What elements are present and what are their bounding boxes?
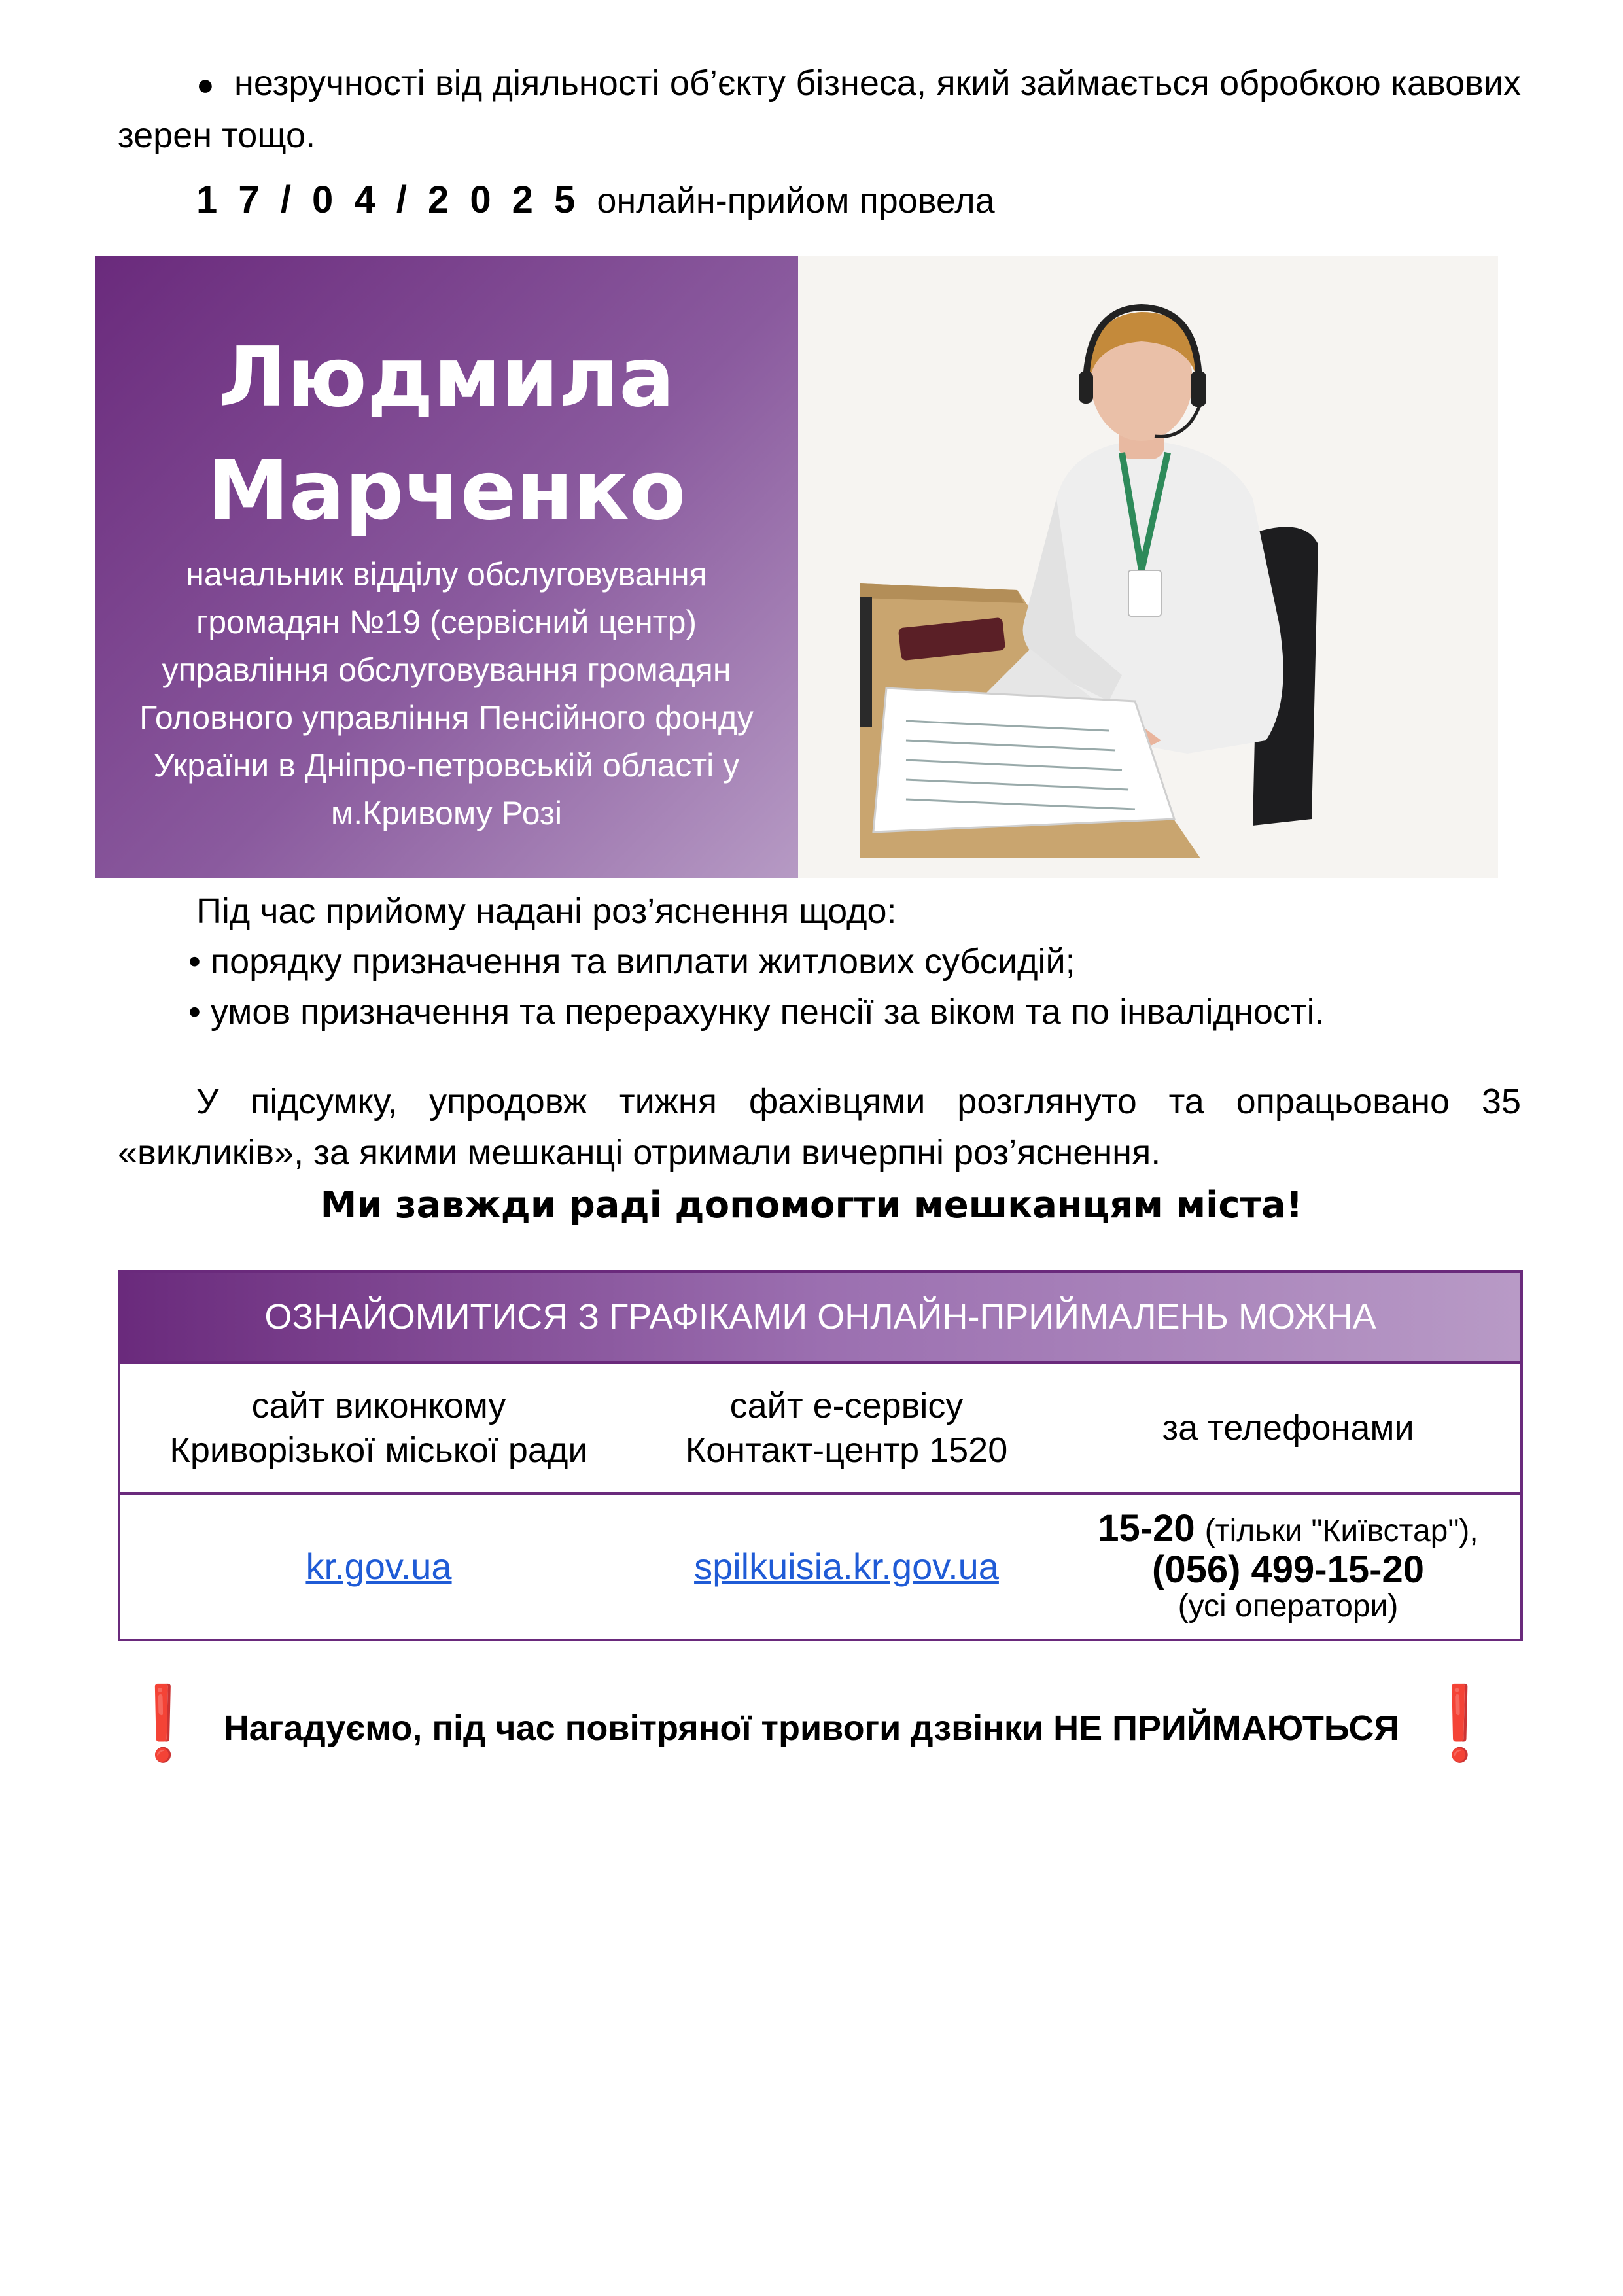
person-banner	[95, 256, 798, 878]
person-first-name: Людмила	[218, 329, 675, 425]
position-line: начальник відділу обслуговування	[186, 556, 707, 593]
position-line: м.Кривому Розі	[330, 795, 563, 831]
phone-full-note: (усі оператори)	[1178, 1589, 1399, 1624]
schedule-table	[118, 1270, 1523, 1641]
schedule-table-row	[120, 1364, 1520, 1495]
summary-text: У підсумку, упродовж тижня фахівцями розглянуто та опрацьовано 35 «викликів», за якими мешканці отримали вичерпні роз’яснення.	[118, 1082, 1521, 1172]
warning-text: Нагадуємо, під час повітряної тривоги дзвінки НЕ ПРИЙМАЮТЬСЯ	[223, 1709, 1400, 1748]
person-position	[95, 551, 798, 837]
person-last-name: Марченко	[207, 442, 686, 538]
schedule-table-header: ОЗНАЙОМИТИСЯ З ГРАФІКАМИ ОНЛАЙН-ПРИЙМАЛЕНЬ МОЖНА	[120, 1273, 1520, 1364]
reception-caption: онлайн-прийом провела	[597, 181, 995, 220]
bullet-dot: ●	[196, 67, 215, 101]
position-line: управління обслуговування громадян	[162, 652, 731, 688]
exclamation-icon: ❗	[1415, 1683, 1505, 1764]
cell-text: Криворізької міської ради	[169, 1431, 588, 1470]
reception-date: 1 7 / 0 4 / 2 0 2 5	[196, 179, 581, 221]
bullet-text: незручності від діяльності об’єкту бізнеса, який займається обробкою кавових зерен тощо.	[118, 63, 1521, 155]
cell-text: сайт е-сервісу	[729, 1386, 964, 1425]
person-photo-illustration	[860, 283, 1384, 858]
link-spilkuisia[interactable]: spilkuisia.kr.gov.ua	[694, 1546, 999, 1587]
explanation-item: • умов призначення та перерахунку пенсії за віком та по інвалідності.	[188, 992, 1325, 1032]
schedule-table-row	[120, 1495, 1520, 1639]
cell-text: за телефонами	[1162, 1408, 1414, 1448]
phone-short: 15-20	[1098, 1507, 1195, 1550]
phone-short-note: (тільки "Київстар"),	[1204, 1514, 1478, 1548]
reception-date-line	[196, 178, 995, 222]
bullet-paragraph	[118, 58, 1521, 161]
explanations-block	[188, 886, 1325, 1037]
exclamation-icon: ❗	[118, 1683, 208, 1764]
cell-text: сайт виконкому	[251, 1386, 506, 1425]
slogan: Ми завжди раді допомогти мешканцям міста!	[320, 1184, 1303, 1226]
link-kr-gov-ua[interactable]: kr.gov.ua	[305, 1546, 452, 1587]
phone-full: (056) 499-15-20	[1152, 1548, 1424, 1591]
explanation-item: • порядку призначення та виплати житлових субсидій;	[188, 942, 1075, 981]
air-raid-warning	[0, 1681, 1623, 1765]
cell-e-service	[637, 1364, 1056, 1492]
cell-text: Контакт-центр 1520	[685, 1431, 1008, 1470]
phone-short-line	[1098, 1509, 1478, 1551]
cell-link-kr	[120, 1495, 637, 1639]
position-line: громадян №19 (сервісний центр)	[196, 604, 697, 640]
summary-paragraph	[118, 1076, 1521, 1178]
explanations-intro: Під час прийому надані роз’яснення щодо:	[196, 892, 897, 931]
cell-city-site	[120, 1364, 637, 1492]
cell-phone-numbers	[1056, 1495, 1520, 1639]
person-photo	[798, 256, 1498, 878]
position-line: України в Дніпро-петровській області у	[153, 747, 740, 784]
cell-link-spilkuisia	[637, 1495, 1056, 1639]
cell-phones-label	[1056, 1364, 1520, 1492]
position-line: Головного управління Пенсійного фонду	[139, 699, 754, 736]
